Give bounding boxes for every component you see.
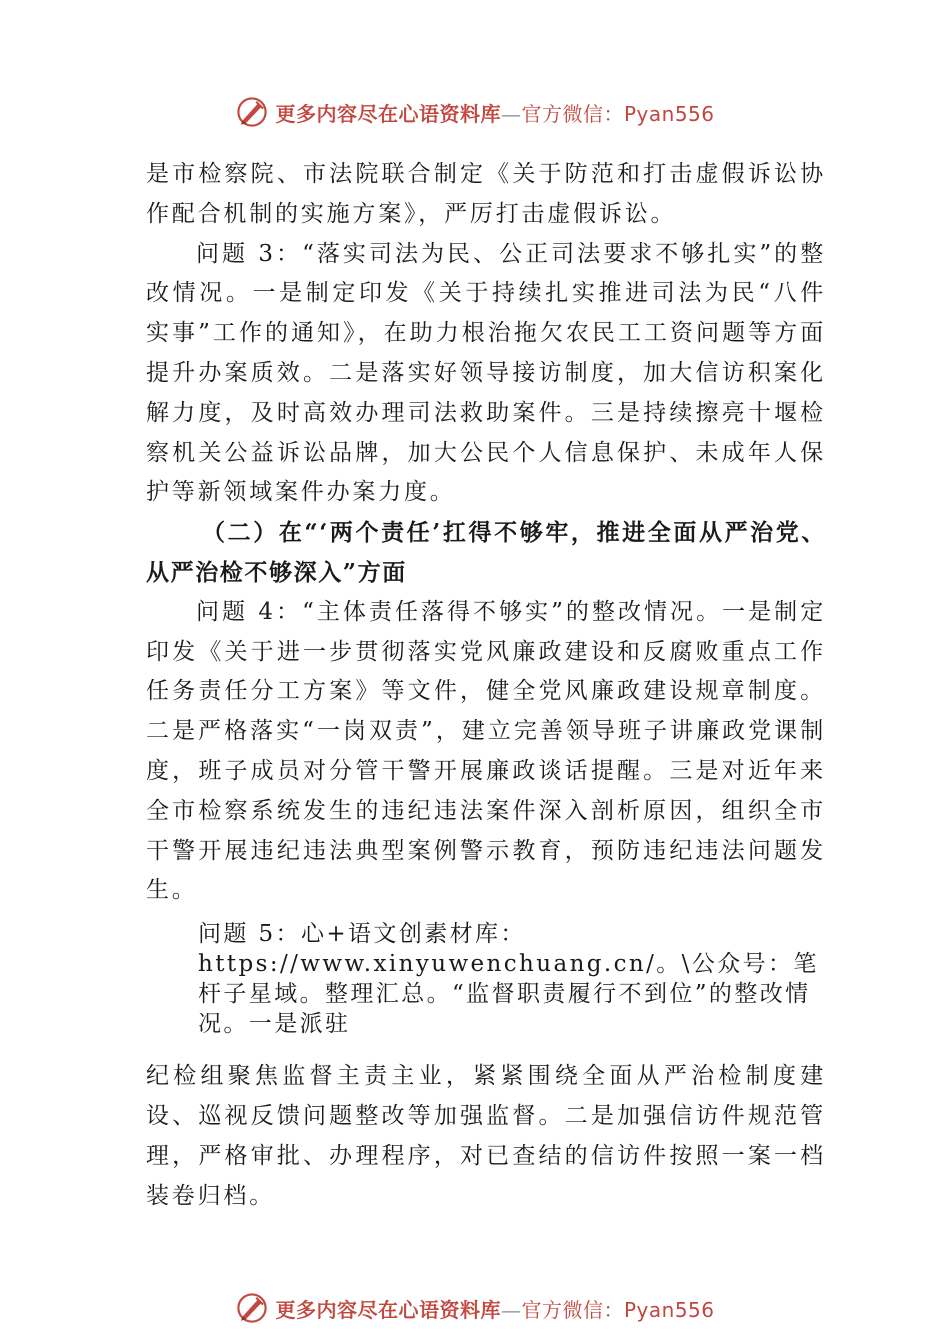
banner-separator: — bbox=[500, 101, 522, 126]
paragraph-continuation: 是市检察院、市法院联合制定《关于防范和打击虚假诉讼协作配合机制的实施方案》，严厉打击虚假诉讼。 bbox=[146, 161, 826, 227]
document-body bbox=[146, 155, 826, 1216]
pen-nib-logo-icon bbox=[235, 95, 269, 129]
footer-banner bbox=[0, 1288, 950, 1328]
section-heading: （二）在“‘两个责任’扛得不够牢，推进全面从严治党、从严治检不够深入”方面 bbox=[146, 519, 826, 586]
banner-wechat-id: Pyan556 bbox=[623, 101, 715, 126]
issue-5-block bbox=[146, 919, 826, 1039]
banner-wechat-id: Pyan556 bbox=[623, 1297, 715, 1322]
header-banner bbox=[0, 92, 950, 132]
banner-main: 更多内容尽在心语资料库 bbox=[275, 101, 501, 126]
banner-separator: — bbox=[500, 1297, 522, 1322]
paragraph-issue-4: 问题 4：“主体责任落得不够实”的整改情况。一是制定印发《关于进一步贯彻落实党风廉政建设和反腐败重点工作任务责任分工方案》等文件，健全党风廉政建设规章制度。 二是严格落实“一岗双责”，建立完善领导班子讲廉政党课制度，班子成员对分管干警开展廉政谈话提醒。三是对近年来全市检察系统发生的违纪违法案件深入剖析原因，组织全市干警开展违纪违法典型案例警示教育，预防违纪违法问题发生。 bbox=[146, 598, 826, 904]
banner-text bbox=[275, 98, 714, 127]
banner-text bbox=[275, 1294, 714, 1323]
paragraph-issue-5-line1: 问题 5：心+语文创素材库： bbox=[198, 921, 526, 948]
paragraph-supervision: 纪检组聚焦监督主责主业，紧紧围绕全面从严治检制度建设、巡视反馈问题整改等加强监督。二是加强信访件规范管理，严格审批、办理程序，对已查结的信访件按照一案一档装卷归档。 bbox=[146, 1063, 826, 1209]
pen-nib-logo-icon bbox=[235, 1291, 269, 1325]
banner-wechat-label: 官方微信： bbox=[521, 1297, 624, 1322]
paragraph-issue-3: 问题 3：“落实司法为民、公正司法要求不够扎实”的整改情况。一是制定印发《关于持续扎实推进司法为民“八件实事”工作的通知》，在助力根治拖欠农民工工资问题等方面提升办案质效。二是落实好领导接访制度，加大信访积案化解力度，及时高效办理司法救助案件。三是持续擦亮十堰检察机关公益诉讼品牌，加大公民个人信息保护、未成年人保护等新领域案件办案力度。 bbox=[146, 240, 826, 506]
paragraph-issue-5-rest: https://www.xinyuwenchuang.cn/。\公众号：笔杆子星域。整理汇总。“监督职责履行不到位”的整改情况。一是派驻 bbox=[198, 951, 819, 1038]
banner-wechat-label: 官方微信： bbox=[521, 101, 624, 126]
banner-main: 更多内容尽在心语资料库 bbox=[275, 1297, 501, 1322]
